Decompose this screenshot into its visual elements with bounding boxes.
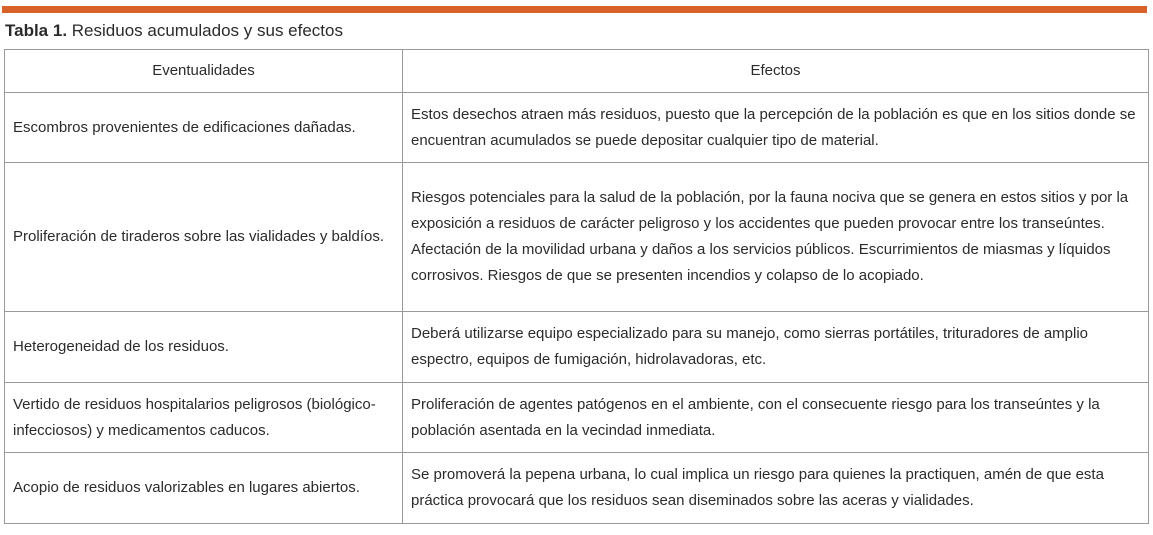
efecto-cell: Proliferación de agentes patógenos en el ambiente, con el consecuente riesgo para los transeúntes y la población asentada en la vecindad inmediata. [403,383,1149,453]
effects-table [4,49,1149,524]
efecto-cell: Estos desechos atraen más residuos, puesto que la percepción de la población es que en los sitios donde se encuentran acumulados se puede depositar cualquier tipo de material. [403,93,1149,163]
eventualidad-cell: Proliferación de tiraderos sobre las vialidades y baldíos. [5,163,403,312]
column-header-efectos: Efectos [403,50,1149,93]
eventualidad-cell: Heterogeneidad de los residuos. [5,312,403,383]
accent-rule [2,6,1147,13]
table-row [5,312,1149,383]
eventualidad-cell: Acopio de residuos valorizables en lugares abiertos. [5,453,403,524]
eventualidad-cell: Escombros provenientes de edificaciones dañadas. [5,93,403,163]
caption-label: Tabla 1. [5,21,68,40]
caption-text: Residuos acumulados y sus efectos [71,21,343,40]
table-row [5,453,1149,524]
eventualidad-cell: Vertido de residuos hospitalarios peligrosos (biológico-infecciosos) y medicamentos caducos. [5,383,403,453]
table-caption [5,19,343,43]
efecto-cell: Deberá utilizarse equipo especializado para su manejo, como sierras portátiles, trituradores de amplio espectro, equipos de fumigación, hidrolavadoras, etc. [403,312,1149,383]
efecto-cell: Se promoverá la pepena urbana, lo cual implica un riesgo para quienes la practiquen, amén de que esta práctica provocará que los residuos sean diseminados sobre las aceras y vialidades. [403,453,1149,524]
header-row [5,50,1149,93]
table-row [5,163,1149,312]
column-header-eventualidades: Eventualidades [5,50,403,93]
table-row [5,93,1149,163]
table-row [5,383,1149,453]
efecto-cell: Riesgos potenciales para la salud de la población, por la fauna nociva que se genera en estos sitios y por la exposición a residuos de carácter peligroso y los accidentes que pueden provocar entre los transeúntes. Afectación de la movilidad urbana y daños a los servicios públicos. Escurrimientos de miasmas y líquidos corrosivos. Riesgos de que se presenten incendios y colapso de lo acopiado. [403,163,1149,312]
